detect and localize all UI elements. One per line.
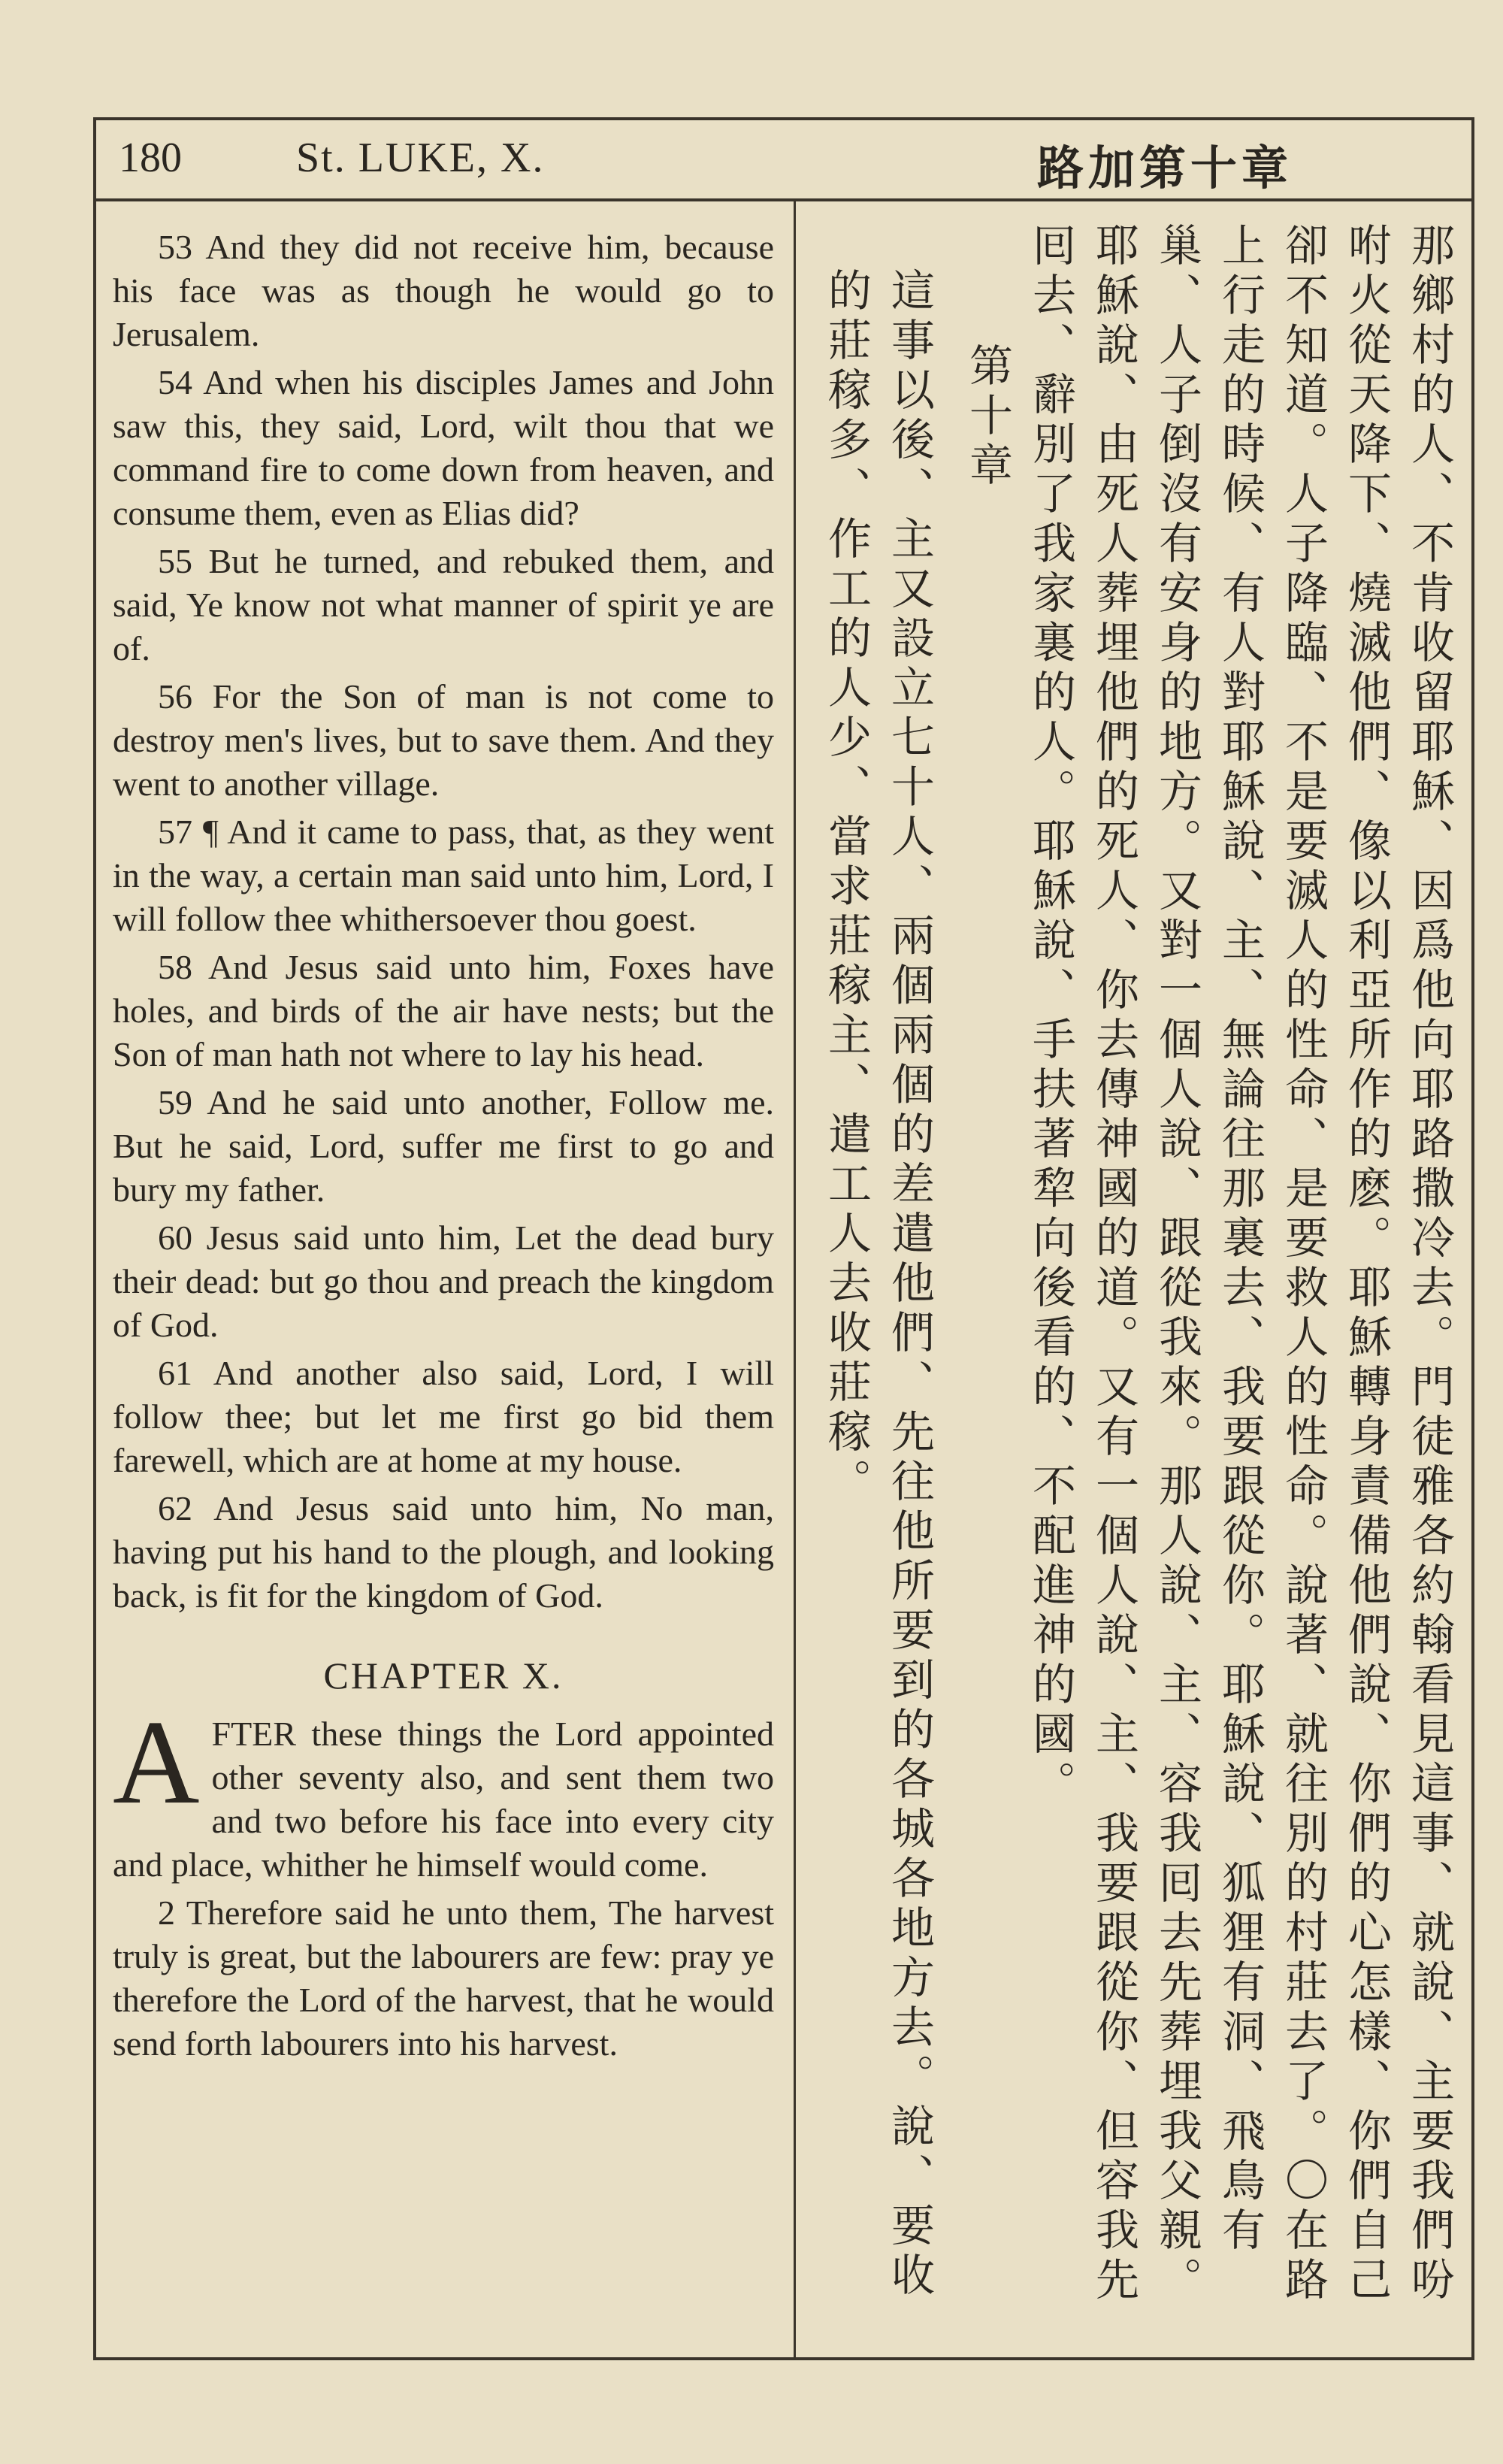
chinese-paragraph-1: 那鄉村的人、不肯收留耶穌、因爲他向耶路撒冷去。門徒雅各約翰看見這事、就說、主要我們吩咐火從天降下、燒滅他們、像以利亞所作的麽。耶穌轉身責備他們說、你們的心怎樣、你們自己卻不知道。人子降臨、不是要滅人的性命、是要救人的性命。說著、就往別的村莊去了。〇在路上行走的時候、有人對耶穌說、主、無論往那裏去、我要跟從你。耶穌說、狐狸有洞、飛鳥有巢、人子倒沒有安身的地方。又對一個人說、跟從我來。那人說、主、容我囘去先葬埋我父親。耶穌說、由死人葬埋他們的死人、你去傳神國的道。又有一個人說、主、我要跟從你、但容我先囘去、辭別了我家裏的人。耶穌說、手扶著犂向後看的、不配進神的國。 <box>1025 222 1455 2306</box>
page-number: 180 <box>119 135 182 181</box>
running-title <box>296 134 544 182</box>
running-title-st: St. <box>296 135 346 181</box>
chinese-paragraph-2: 這事以後、主又設立七十人、兩個兩個的差遣他們、先往他所要到的各城各地方去。說、要收的莊稼多、作工的人少、當求莊稼主、遣工人去收莊稼。 <box>821 268 935 2302</box>
verse-54: 54 And when his disciples James and John saw this, they said, Lord, wilt thou that we command fire to come down from heaven, and consume them, even as Elias did? <box>113 363 774 532</box>
verse-57: 57 ¶ And it came to pass, that, as they went in the way, a certain man said unto him, Lord, I will follow thee whithersoever thou goest. <box>113 813 774 938</box>
verse-61: 61 And another also said, Lord, I will follow thee; but let me first go bid them farewell, which are at home at my house. <box>113 1354 774 1479</box>
verse-58: 58 And Jesus said unto him, Foxes have holes, and birds of the air have nests; but the Son of man hath not where to lay his head. <box>113 948 774 1073</box>
page-header <box>93 117 1474 201</box>
chapter10-verse-1 <box>113 1695 774 1887</box>
chinese-chapter-heading: 第十章 <box>962 343 1013 492</box>
chapter10-verse-1-text: FTER these things the Lord appointed other seventy also, and sent them two and two before his face into every city and place, whither he himself would come. <box>113 1715 774 1884</box>
chapter-heading: CHAPTER X. <box>323 1654 564 1697</box>
english-column <box>113 226 774 2345</box>
running-title-book: LUKE, X. <box>358 135 545 181</box>
verse-55: 55 But he turned, and rebuked them, and said, Ye know not what manner of spirit ye are of. <box>113 542 774 667</box>
drop-cap: A <box>113 1695 200 1829</box>
chinese-running-title: 路加第十章 <box>1036 141 1293 195</box>
verse-60: 60 Jesus said unto him, Let the dead bury their dead: but go thou and preach the kingdom of God. <box>113 1218 774 1344</box>
column-divider <box>794 201 796 2360</box>
verse-62: 62 And Jesus said unto him, No man, having put his hand to the plough, and looking back, is fit for the kingdom of God. <box>113 1489 774 1615</box>
verse-53: 53 And they did not receive him, because his face was as though he would go to Jerusalem. <box>113 228 774 353</box>
verse-59: 59 And he said unto another, Follow me. But he said, Lord, suffer me first to go and bury my father. <box>113 1083 774 1209</box>
verse-56: 56 For the Son of man is not come to destroy men's lives, but to save them. And they went to another village. <box>113 677 774 803</box>
chinese-column <box>807 222 1461 2320</box>
chapter10-verse-2: 2 Therefore said he unto them, The harvest truly is great, but the labourers are few: pray ye therefore the Lord of the harvest, that he would send forth labourers into his harvest. <box>113 1893 774 2063</box>
